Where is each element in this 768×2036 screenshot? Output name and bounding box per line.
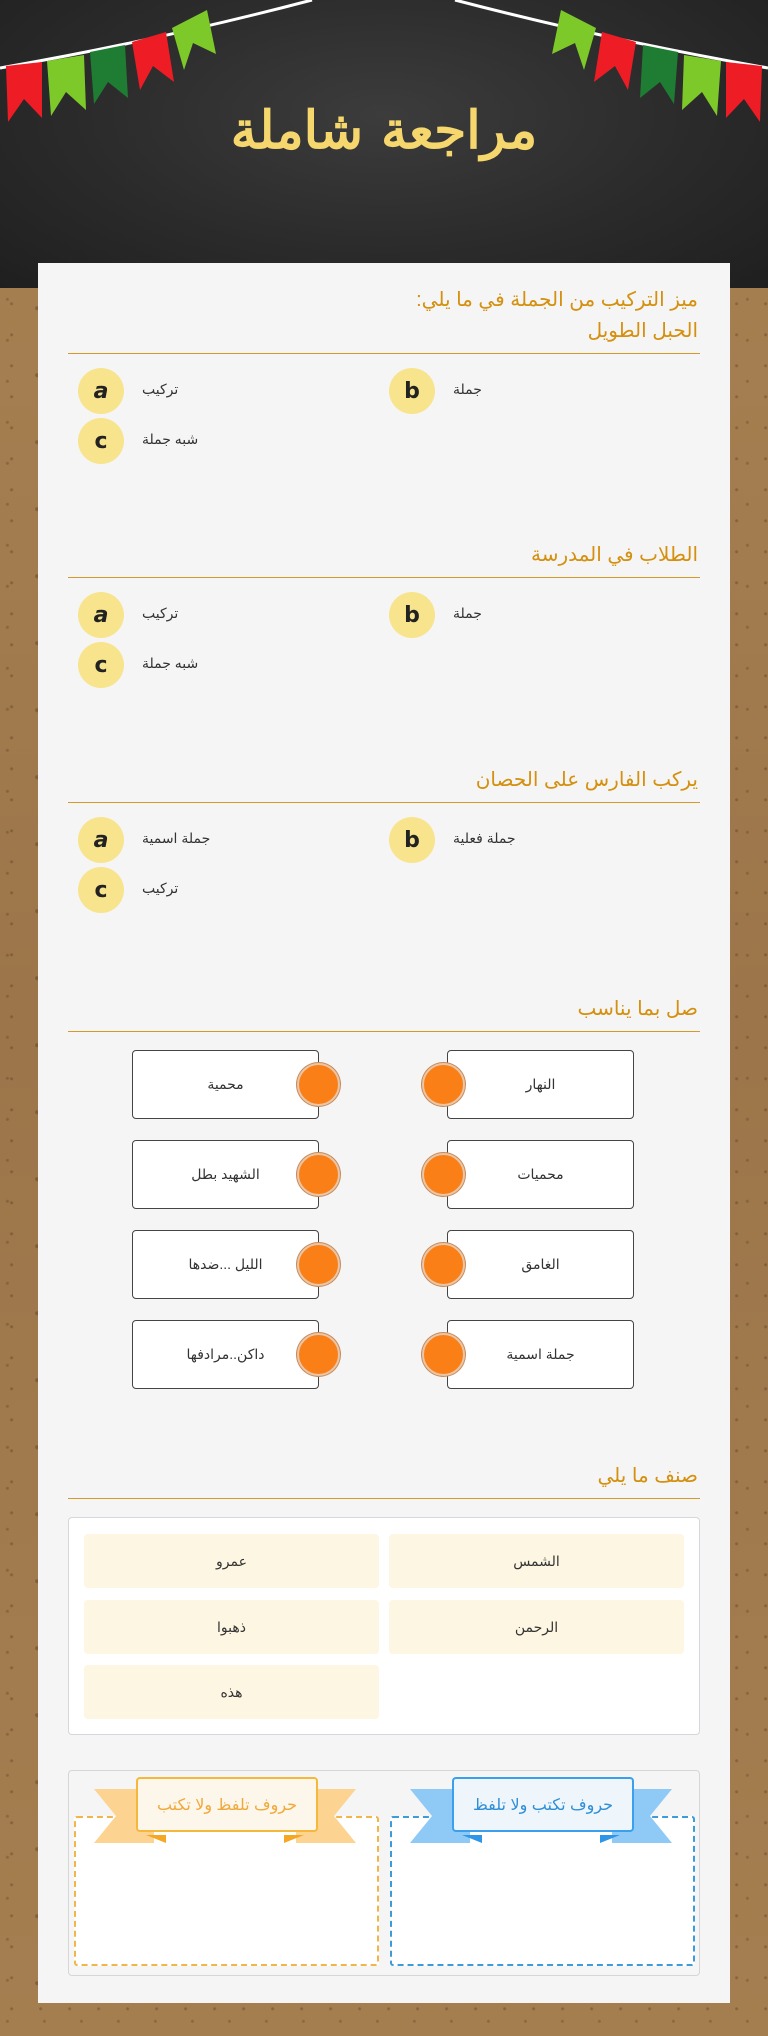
option-letter: b	[389, 368, 435, 414]
classify-bins	[68, 1770, 700, 1976]
bin-label-orange: حروف تلفظ ولا تكتب	[136, 1777, 318, 1832]
option-a[interactable]	[78, 817, 210, 863]
match-connector-dot[interactable]	[422, 1153, 465, 1196]
matching-section	[68, 994, 700, 1032]
option-text: جملة فعلية	[453, 829, 516, 846]
option-letter: c	[78, 642, 124, 688]
option-text: شبه جملة	[142, 430, 199, 447]
page-title: مراجعة شاملة	[230, 100, 538, 161]
question-2	[68, 540, 700, 702]
option-letter: a	[78, 368, 124, 414]
match-left-item[interactable]: الليل ...ضدها	[132, 1230, 319, 1299]
chalkboard-header	[0, 0, 768, 288]
option-a[interactable]	[78, 592, 178, 638]
divider	[68, 1498, 700, 1499]
match-right-item[interactable]: النهار	[447, 1050, 634, 1119]
divider	[68, 577, 700, 578]
divider	[68, 802, 700, 803]
option-b[interactable]	[389, 817, 516, 863]
option-text: تركيب	[142, 604, 179, 621]
option-letter: a	[78, 592, 124, 638]
question-heading: يركب الفارس على الحصان	[475, 769, 698, 791]
match-connector-dot[interactable]	[297, 1153, 340, 1196]
option-text: تركيب	[142, 380, 179, 397]
match-left-item[interactable]: الشهيد بطل	[132, 1140, 319, 1209]
divider	[68, 1031, 700, 1032]
option-letter: c	[78, 867, 124, 913]
match-right-item[interactable]: جملة اسمية	[447, 1320, 634, 1389]
classify-item[interactable]: الرحمن	[389, 1600, 684, 1654]
match-left-item[interactable]: داكن..مرادفها	[132, 1320, 319, 1389]
question-1	[68, 285, 700, 478]
match-connector-dot[interactable]	[422, 1333, 465, 1376]
match-left-item[interactable]: محمية	[132, 1050, 319, 1119]
option-b[interactable]	[389, 592, 482, 638]
option-text: شبه جملة	[142, 654, 199, 671]
option-letter: c	[78, 418, 124, 464]
option-c[interactable]	[78, 418, 198, 464]
match-connector-dot[interactable]	[422, 1243, 465, 1286]
classify-item[interactable]: الشمس	[389, 1534, 684, 1588]
worksheet-card	[38, 263, 730, 2003]
match-right-item[interactable]: الغامق	[447, 1230, 634, 1299]
option-letter: b	[389, 817, 435, 863]
match-connector-dot[interactable]	[297, 1243, 340, 1286]
question-subheading: الحبل الطويل	[587, 320, 698, 342]
question-3	[68, 765, 700, 927]
option-text: تركيب	[142, 879, 179, 896]
option-text: جملة	[453, 604, 482, 621]
option-a[interactable]	[78, 368, 178, 414]
classify-section	[68, 1461, 700, 1499]
question-heading: الطلاب في المدرسة	[530, 544, 698, 566]
classify-item[interactable]: ذهبوا	[84, 1600, 379, 1654]
classify-item[interactable]: هذه	[84, 1665, 379, 1719]
option-letter: b	[389, 592, 435, 638]
option-c[interactable]	[78, 642, 198, 688]
option-letter: a	[78, 817, 124, 863]
question-heading: ميز التركيب من الجملة في ما يلي:	[416, 289, 698, 311]
option-b[interactable]	[389, 368, 482, 414]
matching-heading: صل بما يناسب	[577, 998, 698, 1020]
option-c[interactable]	[78, 867, 178, 913]
divider	[68, 353, 700, 354]
match-connector-dot[interactable]	[297, 1333, 340, 1376]
match-connector-dot[interactable]	[297, 1063, 340, 1106]
classify-items-pool	[68, 1517, 700, 1735]
option-text: جملة اسمية	[142, 829, 211, 846]
option-text: جملة	[453, 380, 482, 397]
match-right-item[interactable]: محميات	[447, 1140, 634, 1209]
bin-label-blue: حروف تكتب ولا تلفظ	[452, 1777, 634, 1832]
classify-heading: صنف ما يلي	[597, 1465, 698, 1487]
match-connector-dot[interactable]	[422, 1063, 465, 1106]
classify-item[interactable]: عمرو	[84, 1534, 379, 1588]
